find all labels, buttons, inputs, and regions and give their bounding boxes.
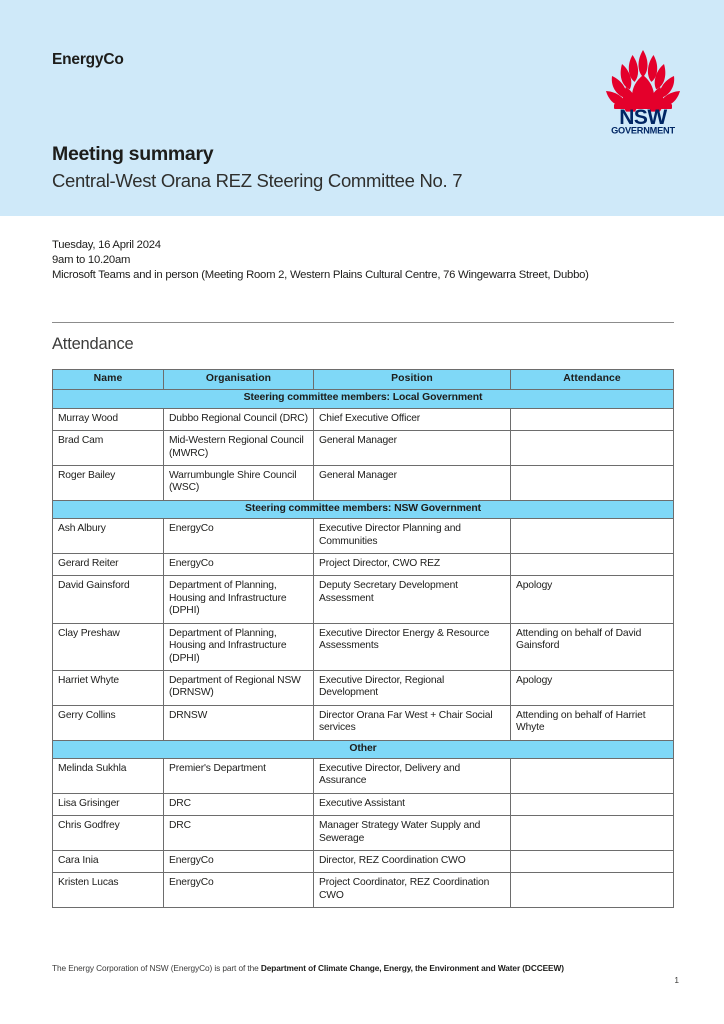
table-row — [53, 758, 674, 793]
table-row — [53, 705, 674, 740]
cell-organisation: Premier's Department — [164, 758, 314, 793]
column-header-attendance: Attendance — [511, 370, 674, 390]
footer-text — [52, 962, 656, 974]
table-section-header-row — [53, 390, 674, 408]
section-label-nsw-government: Steering committee members: NSW Government — [53, 500, 674, 518]
cell-position: Project Coordinator, REZ Coordination CWO — [314, 873, 511, 908]
energyco-wordmark: EnergyCo — [52, 51, 124, 68]
cell-attendance — [511, 554, 674, 576]
cell-position: Manager Strategy Water Supply and Sewerage — [314, 816, 511, 851]
cell-name: Gerard Reiter — [53, 554, 164, 576]
cell-organisation: EnergyCo — [164, 850, 314, 872]
attendance-table — [52, 369, 674, 908]
cell-name: Harriet Whyte — [53, 670, 164, 705]
cell-position: Executive Director, Regional Development — [314, 670, 511, 705]
cell-name: Kristen Lucas — [53, 873, 164, 908]
cell-position: Executive Assistant — [314, 793, 511, 815]
cell-name: Cara Inia — [53, 850, 164, 872]
cell-name: Gerry Collins — [53, 705, 164, 740]
cell-position: Director Orana Far West + Chair Social services — [314, 705, 511, 740]
cell-position: Director, REZ Coordination CWO — [314, 850, 511, 872]
svg-text:GOVERNMENT: GOVERNMENT — [611, 125, 675, 136]
meeting-time: 9am to 10.20am — [52, 254, 131, 267]
column-header-organisation: Organisation — [164, 370, 314, 390]
cell-organisation: DRNSW — [164, 705, 314, 740]
page-number: 1 — [674, 975, 679, 985]
cell-attendance — [511, 431, 674, 466]
meeting-details — [52, 238, 678, 284]
cell-name: Chris Godfrey — [53, 816, 164, 851]
table-row — [53, 408, 674, 430]
nsw-government-logo-icon — [604, 44, 682, 136]
meeting-date: Tuesday, 16 April 2024 — [52, 239, 161, 251]
cell-attendance — [511, 758, 674, 793]
cell-name: Ash Albury — [53, 519, 164, 554]
page-title: Meeting summary — [52, 143, 214, 165]
footer-normal-text: The Energy Corporation of NSW (EnergyCo) is part of the — [52, 963, 261, 973]
cell-position: Project Director, CWO REZ — [314, 554, 511, 576]
cell-attendance: Attending on behalf of Harriet Whyte — [511, 705, 674, 740]
cell-organisation: EnergyCo — [164, 519, 314, 554]
cell-organisation: EnergyCo — [164, 873, 314, 908]
cell-organisation: Department of Planning, Housing and Infrastructure (DPHI) — [164, 576, 314, 623]
table-row — [53, 793, 674, 815]
cell-position: Executive Director Planning and Communities — [314, 519, 511, 554]
column-header-name: Name — [53, 370, 164, 390]
cell-name: David Gainsford — [53, 576, 164, 623]
table-section-header-row — [53, 740, 674, 758]
cell-organisation: Department of Regional NSW (DRNSW) — [164, 670, 314, 705]
footer-bold-text: Department of Climate Change, Energy, the Environment and Water (DCCEEW) — [260, 963, 564, 973]
cell-organisation: DRC — [164, 793, 314, 815]
attendance-heading: Attendance — [52, 335, 134, 353]
cell-attendance — [511, 519, 674, 554]
cell-attendance — [511, 850, 674, 872]
table-row — [53, 431, 674, 466]
cell-organisation: DRC — [164, 816, 314, 851]
cell-name: Murray Wood — [53, 408, 164, 430]
page-subtitle: Central-West Orana REZ Steering Committee No. 7 — [52, 170, 463, 191]
table-row — [53, 466, 674, 501]
table-section-header-row — [53, 500, 674, 518]
table-row — [53, 850, 674, 872]
cell-position: General Manager — [314, 431, 511, 466]
table-row — [53, 623, 674, 670]
cell-position: Executive Director Energy & Resource Assessments — [314, 623, 511, 670]
table-body — [53, 390, 674, 908]
table-row — [53, 519, 674, 554]
cell-organisation: Warrumbungle Shire Council (WSC) — [164, 466, 314, 501]
cell-name: Melinda Sukhla — [53, 758, 164, 793]
cell-name: Brad Cam — [53, 431, 164, 466]
cell-attendance: Apology — [511, 576, 674, 623]
section-label-other: Other — [53, 740, 674, 758]
section-label-local-government: Steering committee members: Local Government — [53, 390, 674, 408]
column-header-position: Position — [314, 370, 511, 390]
cell-attendance — [511, 408, 674, 430]
cell-name: Lisa Grisinger — [53, 793, 164, 815]
cell-attendance — [511, 466, 674, 501]
cell-position: Executive Director, Delivery and Assurance — [314, 758, 511, 793]
cell-organisation: Mid-Western Regional Council (MWRC) — [164, 431, 314, 466]
cell-attendance: Apology — [511, 670, 674, 705]
table-row — [53, 873, 674, 908]
table-row — [53, 816, 674, 851]
cell-attendance: Attending on behalf of David Gainsford — [511, 623, 674, 670]
table-header — [53, 370, 674, 390]
table-row — [53, 576, 674, 623]
cell-name: Roger Bailey — [53, 466, 164, 501]
meeting-location: Microsoft Teams and in person (Meeting Room 2, Western Plains Cultural Centre, 76 Wingewarra Street, Dubbo) — [52, 269, 589, 282]
table-row — [53, 670, 674, 705]
table-header-row — [53, 370, 674, 390]
cell-attendance — [511, 816, 674, 851]
cell-position: Chief Executive Officer — [314, 408, 511, 430]
cell-position: General Manager — [314, 466, 511, 501]
section-divider — [52, 322, 674, 323]
cell-attendance — [511, 793, 674, 815]
cell-name: Clay Preshaw — [53, 623, 164, 670]
table-row — [53, 554, 674, 576]
header-band — [0, 0, 724, 216]
cell-position: Deputy Secretary Development Assessment — [314, 576, 511, 623]
cell-organisation: Department of Planning, Housing and Infrastructure (DPHI) — [164, 623, 314, 670]
cell-organisation: EnergyCo — [164, 554, 314, 576]
cell-organisation: Dubbo Regional Council (DRC) — [164, 408, 314, 430]
cell-attendance — [511, 873, 674, 908]
svg-text:NSW: NSW — [619, 106, 667, 129]
